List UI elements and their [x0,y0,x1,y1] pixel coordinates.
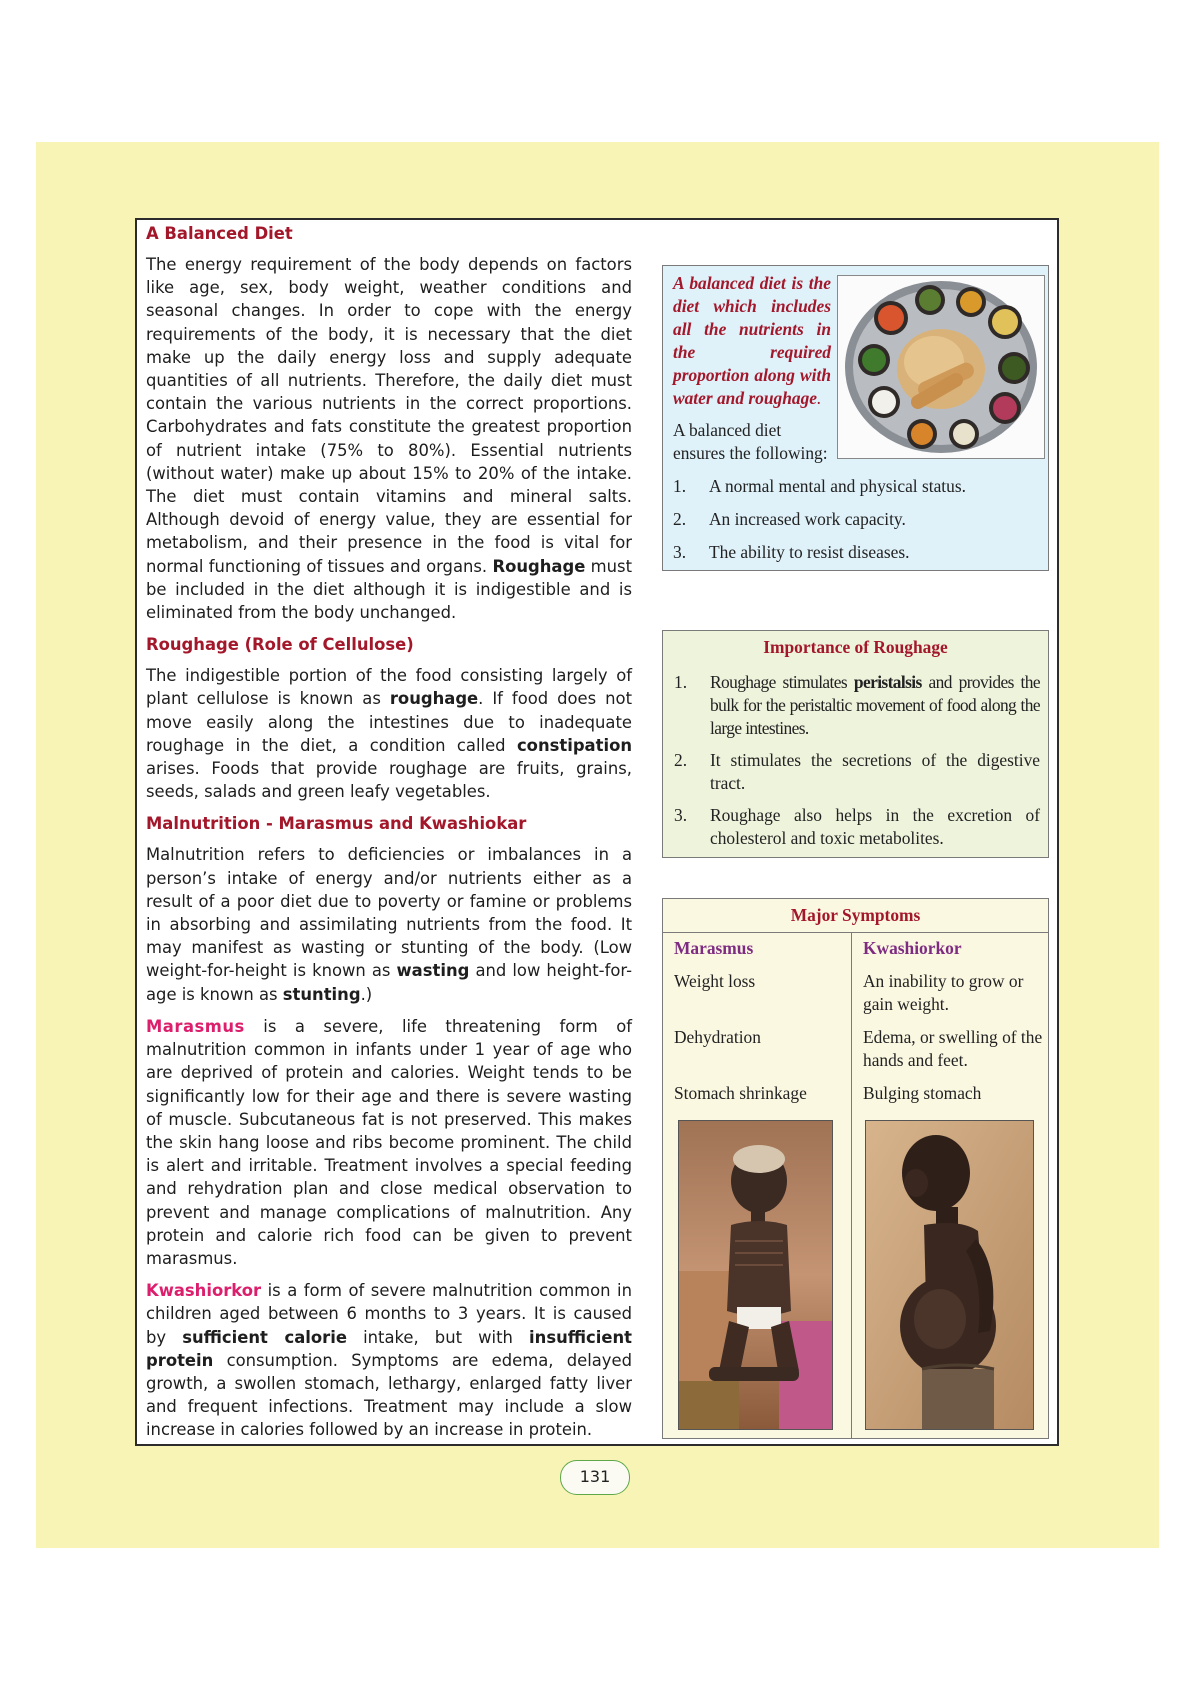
list-number: 1. [674,672,688,692]
malnutrition-paragraph [146,843,632,1005]
roughage-p-text2: . If food does not move easily along the intestines due to inadequate roughage in the diet, a condition called [146,689,632,755]
roughage-term: Roughage [492,556,586,576]
peristalsis-term: peristalsis [853,672,922,692]
definition-text: A balanced diet is the diet which includes all the nutrients in the required proportion along with water and roughage [673,273,831,408]
kwashiorkor-text3: consumption. Symptoms are edema, delayed growth, a swollen stomach, lethargy, enlarged fatty liver and frequent infections. Treatment may include a slow increase in calories followed by an increase in protein. [146,1350,632,1440]
importance-of-roughage-box [662,630,1049,858]
definition-end: . [816,388,822,408]
list-text: The ability to resist diseases. [709,542,910,562]
column-header-marasmus: Marasmus [674,938,754,958]
marasmus-text: is a severe, life threatening form of malnutrition common in infants under 1 year of age who are deprived of protein and calories. Weight tends to be significantly low for their age and there is severe wasting of muscle. Subcutaneous fat is not preserved. This makes the skin hang loose and ribs become prominent. The child is alert and irritable. Treatment involves a special feeding and rehydration plan and close medical observation to prevent and manage complications of malnutrition. Any protein and calorie rich food can be given to prevent marasmus. [146,1016,632,1268]
list-number: 2. [673,509,687,529]
roughage-importance-list [674,671,1040,859]
heading-malnutrition: Malnutrition - Marasmus and Kwashiokar [146,814,527,834]
box-title: Importance of Roughage [763,637,948,657]
balanced-diet-list [673,475,1038,574]
thali-food-image [837,275,1045,459]
list-item [674,671,1040,740]
major-symptoms-table [662,898,1049,1439]
list-text: An increased work capacity. [709,509,906,529]
kwashiorkor-bold1: sufficient calorie [182,1327,347,1347]
table-cell: Stomach shrinkage [674,1083,807,1103]
list-number: 1. [673,476,687,496]
list-text: It stimulates the secretions of the digestive tract. [710,750,1040,793]
marasmus-child-photo [678,1120,833,1430]
list-number: 2. [674,750,688,770]
list-text: A normal mental and physical status. [709,476,966,496]
table-cell: Edema, or swelling of the hands and feet. [863,1027,1043,1070]
roughage-text: must be included in the diet although it is indigestible and is eliminated from the body unchanged. [146,556,632,623]
table-cell: An inability to grow or gain weight. [863,971,1024,1014]
kwashiorkor-text2: intake, but with [346,1327,530,1347]
roughage-p-bold1: roughage [389,689,479,709]
heading-balanced-diet: A Balanced Diet [146,224,293,243]
malnutrition-text1: Malnutrition refers to deficiencies or imbalances in a person’s intake of energy and/or nutrients either as a result of a poor diet due to poverty or famine or problems in absorbing and assimilating nutrients from the food. It may manifest as wasting or stunting of the body. (Low weight-for-height is known as [146,845,632,981]
malnutrition-text3: .) [360,984,373,1004]
roughage-p-bold2: constipation [516,735,632,755]
list-number: 3. [674,805,688,825]
roughage-p-text3: arises. Foods that provide roughage are fruits, grains, seeds, salads and green leafy vegetables. [146,759,632,802]
table-title: Major Symptoms [790,905,921,925]
balanced-diet-intro: A balanced diet ensures the following: [673,420,828,463]
kwashiorkor-bold2: insufficient protein [146,1327,632,1370]
list-number: 3. [673,542,687,562]
column-header-kwashiorkor: Kwashiorkor [863,938,962,958]
kwashiorkor-text1: is a form of severe malnutrition common in children aged between 6 months to 3 years. It is caused by [146,1281,632,1347]
table-cell: Weight loss [674,971,756,991]
table-cell: Dehydration [674,1027,761,1047]
list-item [673,508,1038,531]
list-item [674,804,1040,850]
list-text: Roughage also helps in the excretion of cholesterol and toxic metabolites. [710,805,1040,848]
list-item [673,541,1038,564]
heading-roughage: Roughage (Role of Cellulose) [146,635,414,655]
malnutrition-text2: and low height-for-age is known as [146,961,632,1004]
list-item [673,475,1038,498]
roughage-p-text1: The indigestible portion of the food consisting largely of plant cellulose is known as [146,666,632,709]
balanced-diet-box [662,265,1049,571]
list-text: and provides the bulk for the peristaltic movement of food along the large intestines. [710,672,1041,738]
page-number: 131 [560,1460,630,1495]
kwashiorkor-child-photo [865,1120,1034,1430]
marasmus-paragraph [146,1015,632,1270]
divider [663,932,1048,933]
main-column [146,222,632,1451]
malnutrition-bold2: stunting [282,984,361,1004]
balanced-diet-text: The energy requirement of the body depends on factors like age, sex, body weight, weather conditions and seasonal changes. In order to cope with the energy requirements of the body, it is necessary that the diet make up the daily energy loss and supply adequate quantities of all nutrients. Therefore, the daily diet must contain the various nutrients in the correct proportions. Carbohydrates and fats constitute the greatest proportion of nutrient intake (75% to 80%). Essential nutrients (without water) make up about 15% to 20% of the intake. The diet must contain vitamins and mineral salts. Although devoid of energy value, they are essential for metabolism, and their presence in the food is vital for normal functioning of tissues and organs. [146,255,632,576]
balanced-diet-paragraph [146,253,632,624]
balanced-diet-definition [673,272,831,410]
list-text: Roughage stimulates [710,672,854,692]
roughage-paragraph [146,664,632,803]
kwashiorkor-term: Kwashiorkor [146,1281,262,1301]
malnutrition-bold1: wasting [396,961,470,981]
list-item [674,749,1040,795]
divider [851,932,852,1439]
marasmus-term: Marasmus [146,1016,245,1036]
kwashiorkor-paragraph [146,1279,632,1441]
table-cell: Bulging stomach [863,1083,982,1103]
